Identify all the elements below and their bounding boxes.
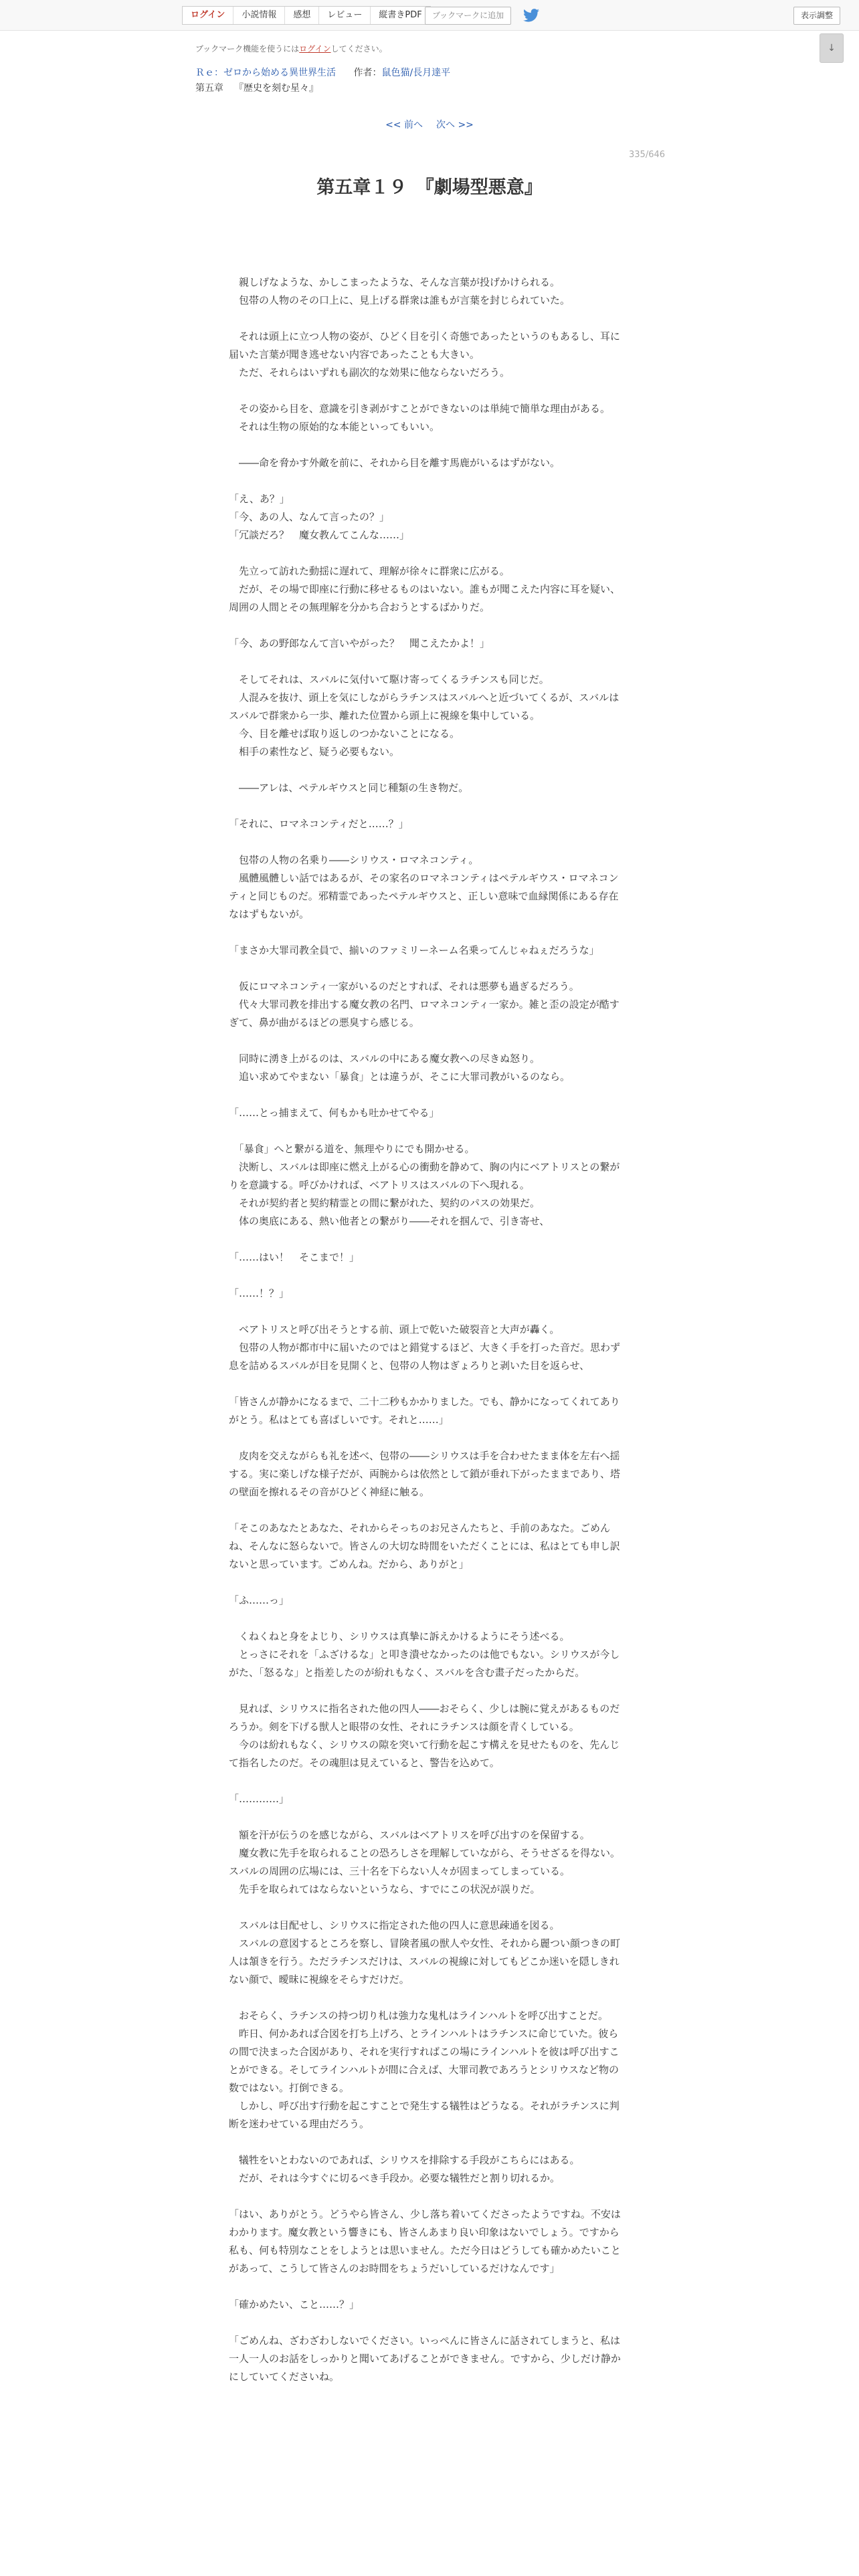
body-paragraph: 「暴食」へと繋がる道を、無理やりにでも開かせる。 — [229, 1143, 475, 1155]
body-paragraph: 追い求めてやまない「暴食」とは違うが、そこに大罪司教がいるのなら。 — [229, 1071, 571, 1083]
body-paragraph: それは頭上に立つ人物の姿が、ひどく目を引く奇態であったというのもあるし、耳に届いた言葉が聞き逃せない内容であったことも大きい。 — [229, 330, 620, 360]
blank-line — [229, 2314, 625, 2332]
body-paragraph: しかし、呼び出す行動を起こすことで発生する犠牲はどうなる。それがラチンスに判断を迷わせている理由だろう。 — [229, 2100, 619, 2130]
blank-line — [229, 761, 625, 779]
blank-line — [229, 1032, 625, 1050]
body-paragraph: だが、その場で即座に行動に移せるものはいない。誰もが聞こえた内容に耳を疑い、周囲の人間とその無理解を分かち合おうとするばかりだ。 — [229, 583, 621, 613]
series-title-link[interactable]: Ｒｅ：ゼロから始める異世界生活 — [195, 68, 336, 78]
notice-prefix: ブックマーク機能を使うには — [195, 44, 300, 53]
blank-line — [229, 1122, 625, 1140]
notice-suffix: してください。 — [330, 44, 387, 53]
body-paragraph: 人混みを抜け、頭上を気にしながらラチンスはスバルへと近づいてくるが、スバルはスバルで群衆から一歩、離れた位置から頭上に視線を集中している。 — [229, 691, 619, 722]
display-settings-button[interactable]: 表示調整 — [793, 7, 840, 25]
body-paragraph: そしてそれは、スバルに気付いて駆け寄ってくるラチンスも同じだ。 — [229, 673, 549, 685]
body-paragraph: 仮にロマネコンティ一家がいるのだとすれば、それは悪夢も過ぎるだろう。 — [229, 980, 579, 992]
blank-line — [229, 653, 625, 671]
blank-line — [229, 833, 625, 851]
blank-line — [229, 1682, 625, 1700]
body-paragraph: 「冗談だろ？ 魔女教んてこんな……」 — [229, 529, 410, 541]
body-paragraph: 決断し、スバルは即座に燃え上がる心の衝動を静めて、胸の内にベアトリスとの繋がりを意識する。呼びかければ、ベアトリスはスバルの下へ現れる。 — [229, 1161, 620, 1191]
blank-line — [229, 1899, 625, 1917]
body-paragraph: 今、目を離せば取り返しのつかないことになる。 — [229, 728, 460, 740]
body-paragraph: 風體風體しい話ではあるが、その家名のロマネコンティはペテルギウス・ロマネコンティと同じものだ。邪精霊であったペテルギウスと、正しい意味で血縁関係にある存在なはずもないが。 — [229, 872, 619, 920]
body-paragraph: 「ごめんね、ざわざわしないでください。いっぺんに皆さんに話されてしまうと、私は一人一人のお話をしっかりと聞いてあげることができません。ですから、少しだけ静かにしていてくださいね。 — [229, 2335, 621, 2383]
body-paragraph: 「まさか大罪司教全員で、揃いのファミリーネーム名乗ってんじゃねぇだろうな」 — [229, 944, 599, 956]
chapter-label: 第五章 — [195, 83, 223, 94]
nav-novel-info-link[interactable]: 小説情報 — [233, 7, 285, 24]
body-paragraph: おそらく、ラチンスの持つ切り札は強力な鬼札はラインハルトを呼び出すことだ。 — [229, 2010, 609, 2022]
next-page-link[interactable]: 次へ >> — [436, 120, 474, 130]
body-paragraph: とっさにそれを「ふざけるな」と叩き潰せなかったのは他でもない。シリウスが今しがた、「怒るな」と指差したのが紛れもなく、スバルを含む畫子だったからだ。 — [229, 1648, 620, 1679]
body-paragraph: ――アレは、ペテルギウスと同じ種類の生き物だ。 — [229, 782, 469, 794]
body-paragraph: 親しげなような、かしこまったような、そんな言葉が投げかけられる。 — [229, 276, 561, 288]
body-paragraph: 先手を取られてはならないというなら、すでにこの状況が誤りだ。 — [229, 1883, 541, 1895]
blank-line — [229, 797, 625, 815]
blank-line — [229, 924, 625, 942]
author-label: 作者： — [353, 68, 382, 78]
body-paragraph: それは生物の原始的な本能といってもいい。 — [229, 421, 440, 433]
blank-line — [229, 436, 625, 454]
author-link[interactable]: 鼠色猫/長月達平 — [381, 68, 451, 78]
body-paragraph: 「ふ……っ」 — [229, 1594, 290, 1606]
body-paragraph: だが、それは今すぐに切るべき手段か。必要な犠牲だと割り切れるか。 — [229, 2172, 561, 2184]
blank-line — [229, 1086, 625, 1104]
chapter-info — [195, 81, 318, 94]
body-paragraph: ベアトリスと呼び出そうとする前、頭上で乾いた破裂音と大声が轟く。 — [229, 1323, 560, 1335]
blank-line — [229, 2278, 625, 2296]
blank-line — [229, 1375, 625, 1393]
body-paragraph: 体の奥底にある、熱い他者との繋がり――それを掴んで、引き寄せ、 — [229, 1215, 550, 1227]
series-info — [195, 66, 450, 79]
body-paragraph: 相手の素性など、疑う必要もない。 — [229, 746, 400, 758]
body-paragraph: 犠牲をいとわないのであれば、シリウスを排除する手段がこちらにはある。 — [229, 2154, 580, 2166]
body-paragraph: 先立って訪れた動揺に遅れて、理解が徐々に群衆に広がる。 — [229, 565, 510, 577]
body-paragraph: 魔女教に先手を取られることの恐ろしさを理解していながら、そうせざるを得ない。スバルの周囲の広場には、三十名を下らない人々が固まってしまっている。 — [229, 1847, 621, 1877]
blank-line — [229, 1501, 625, 1519]
blank-line — [229, 1429, 625, 1447]
body-paragraph: 「今、あの人、なんて言ったの？」 — [229, 511, 390, 523]
page-title: 第五章１９ 『劇場型悪意』 — [316, 177, 543, 198]
episode-counter: 335/646 — [629, 150, 666, 160]
blank-line — [229, 1610, 625, 1628]
blank-line — [229, 2133, 625, 2151]
body-paragraph: ただ、それらはいずれも副次的な効果に他ならないだろう。 — [229, 366, 510, 379]
blank-line — [229, 472, 625, 490]
blank-line — [229, 1230, 625, 1249]
login-notice — [195, 43, 387, 54]
nav-login-link[interactable]: ログイン — [183, 7, 233, 24]
body-paragraph: それが契約者と契約精霊との間に繋がれた、契約のパスの効果だ。 — [229, 1197, 541, 1209]
nav-vertical-pdf-link[interactable]: 縦書きPDF — [379, 10, 422, 20]
body-paragraph: 皮肉を交えながらも礼を述べ、包帯の――シリウスは手を合わせたまま体を左右へ揺する。実に楽しげな様子だが、両腕からは依然として鎖が垂れ下がったままであり、塔の壁面を擦れるその音がひどく神経に触る。 — [229, 1450, 621, 1498]
body-paragraph: 「…………」 — [229, 1793, 290, 1805]
body-paragraph: 今のは紛れもなく、シリウスの隙を突いて行動を起こす構えを見せたものを、先んじて指名したのだ。その魂胆は見えていると、警告を込めて。 — [229, 1739, 620, 1769]
blank-line — [229, 1303, 625, 1321]
nav-links — [182, 6, 431, 25]
blank-line — [229, 382, 625, 400]
twitter-icon[interactable] — [523, 8, 539, 23]
body-paragraph: 昨日、何かあれば合図を打ち上げろ、とラインハルトはラチンスに命じていた。彼らの間で決まった合図があり、それを実行すればこの場にラインハルトを彼は呼び出すことができる。そしてラインハルトが間に合えば、大罪司教であろうとシリウスなど物の数ではない。打倒できる。 — [229, 2028, 619, 2094]
body-paragraph: 同時に湧き上がるのは、スバルの中にある魔女教への尽きぬ怒り。 — [229, 1053, 541, 1065]
blank-line — [229, 1808, 625, 1826]
blank-line — [229, 617, 625, 635]
blank-line — [229, 255, 625, 274]
body-paragraph: 代々大罪司教を排出する魔女教の名門、ロマネコンティ一家か。雑と歪の設定が酷すぎて、鼻が曲がるほどの悪臭すら感じる。 — [229, 998, 619, 1029]
body-paragraph: 「それに、ロマネコンティだと……？」 — [229, 818, 409, 830]
add-bookmark-button[interactable]: ブックマークに追加 — [425, 7, 511, 25]
body-paragraph: 「そこのあなたとあなた、それからそっちのお兄さんたちと、手前のあなた。ごめんね、そんなに怒らないで。皆さんの大切な時間をいただくことには、私はとても申し訳ないと思っています。ごめんね。だから、ありがと」 — [229, 1522, 620, 1570]
blank-line — [229, 960, 625, 978]
body-paragraph: 額を汗が伝うのを感じながら、スバルはベアトリスを呼び出すのを保留する。 — [229, 1829, 590, 1841]
body-paragraph: 「え、あ？」 — [229, 493, 290, 505]
body-paragraph: その姿から目を、意識を引き剥がすことができないのは単純で簡単な理由がある。 — [229, 403, 611, 415]
scroll-down-button[interactable]: ↓ — [820, 33, 844, 63]
body-paragraph: くねくねと身をよじり、シリウスは真摯に訴えかけるようにそう述べる。 — [229, 1630, 570, 1642]
body-paragraph: 包帯の人物が都市中に届いたのではと錯覚するほど、大きく手を打った音だ。思わず息を詰めるスバルが目を見開くと、包帯の人物はぎょろりと剥いた目を返らせ、 — [229, 1341, 621, 1372]
blank-line — [229, 544, 625, 562]
pager — [0, 118, 859, 131]
body-paragraph: 「はい、ありがとう。どうやら皆さん、少し落ち着いてくださったようですね。不安はわかります。魔女教という響きにも、皆さんあまり良い印象はないでしょう。ですから私も、何も特別なことをしようとは思いません。ただ今日はどうしても確かめたいことがあって、こうして皆さんのお時間をちょうだいしているだけなんです」 — [229, 2208, 621, 2274]
chapter-arc: 『歴史を刻む星々』 — [234, 83, 318, 94]
prev-page-link[interactable]: << 前へ — [385, 120, 423, 130]
body-paragraph: スバルの意図するところを察し、冒険者風の獣人や女性、それから麗つい顔つきの町人は頷きを行う。ただラチンスだけは、スバルの視線に対してもどこか迷いを隠しきれない顔で、曖昧に視線をそらすだけだ。 — [229, 1937, 621, 1985]
novel-body — [229, 255, 625, 2386]
body-paragraph: 「……はい！ そこまで！」 — [229, 1251, 360, 1263]
nav-impressions-link[interactable]: 感想 — [285, 7, 319, 24]
blank-line — [229, 1267, 625, 1285]
top-nav-bar — [0, 0, 859, 31]
body-paragraph: 見れば、シリウスに指名された他の四人――おそらく、少しは腕に覚えがあるものだろうか。剣を下げる獣人と眼帯の女性、それにラチンスは顔を青くしている。 — [229, 1703, 620, 1733]
body-paragraph: 「確かめたい、こと……？」 — [229, 2298, 360, 2311]
blank-line — [229, 1574, 625, 1592]
body-paragraph: 「……とっ捕まえて、何もかも吐かせてやる」 — [229, 1107, 440, 1119]
body-paragraph: ――命を脅かす外敵を前に、それから目を離す馬鹿がいるはずがない。 — [229, 457, 561, 469]
nav-review-link[interactable]: レビュー — [319, 7, 371, 24]
body-paragraph: スバルは目配せし、シリウスに指定された他の四人に意思疎通を図る。 — [229, 1919, 560, 1931]
body-paragraph: 包帯の人物のその口上に、見上げる群衆は誰もが言葉を封じられていた。 — [229, 294, 571, 306]
blank-line — [229, 310, 625, 328]
blank-line — [229, 1989, 625, 2007]
body-paragraph: 「今、あの野郎なんて言いやがった？ 聞こえたかよ！」 — [229, 637, 490, 649]
blank-line — [229, 1772, 625, 1790]
body-paragraph: 包帯の人物の名乗り――シリウス・ロマネコンティ。 — [229, 854, 479, 866]
notice-login-link[interactable]: ログイン — [299, 44, 331, 53]
body-paragraph: 「……！？」 — [229, 1287, 290, 1299]
blank-line — [229, 2187, 625, 2206]
body-paragraph: 「皆さんが静かになるまで、二十二秒もかかりました。でも、静かになってくれてありがとう。私はとても喜ばしいです。それと……」 — [229, 1396, 620, 1426]
